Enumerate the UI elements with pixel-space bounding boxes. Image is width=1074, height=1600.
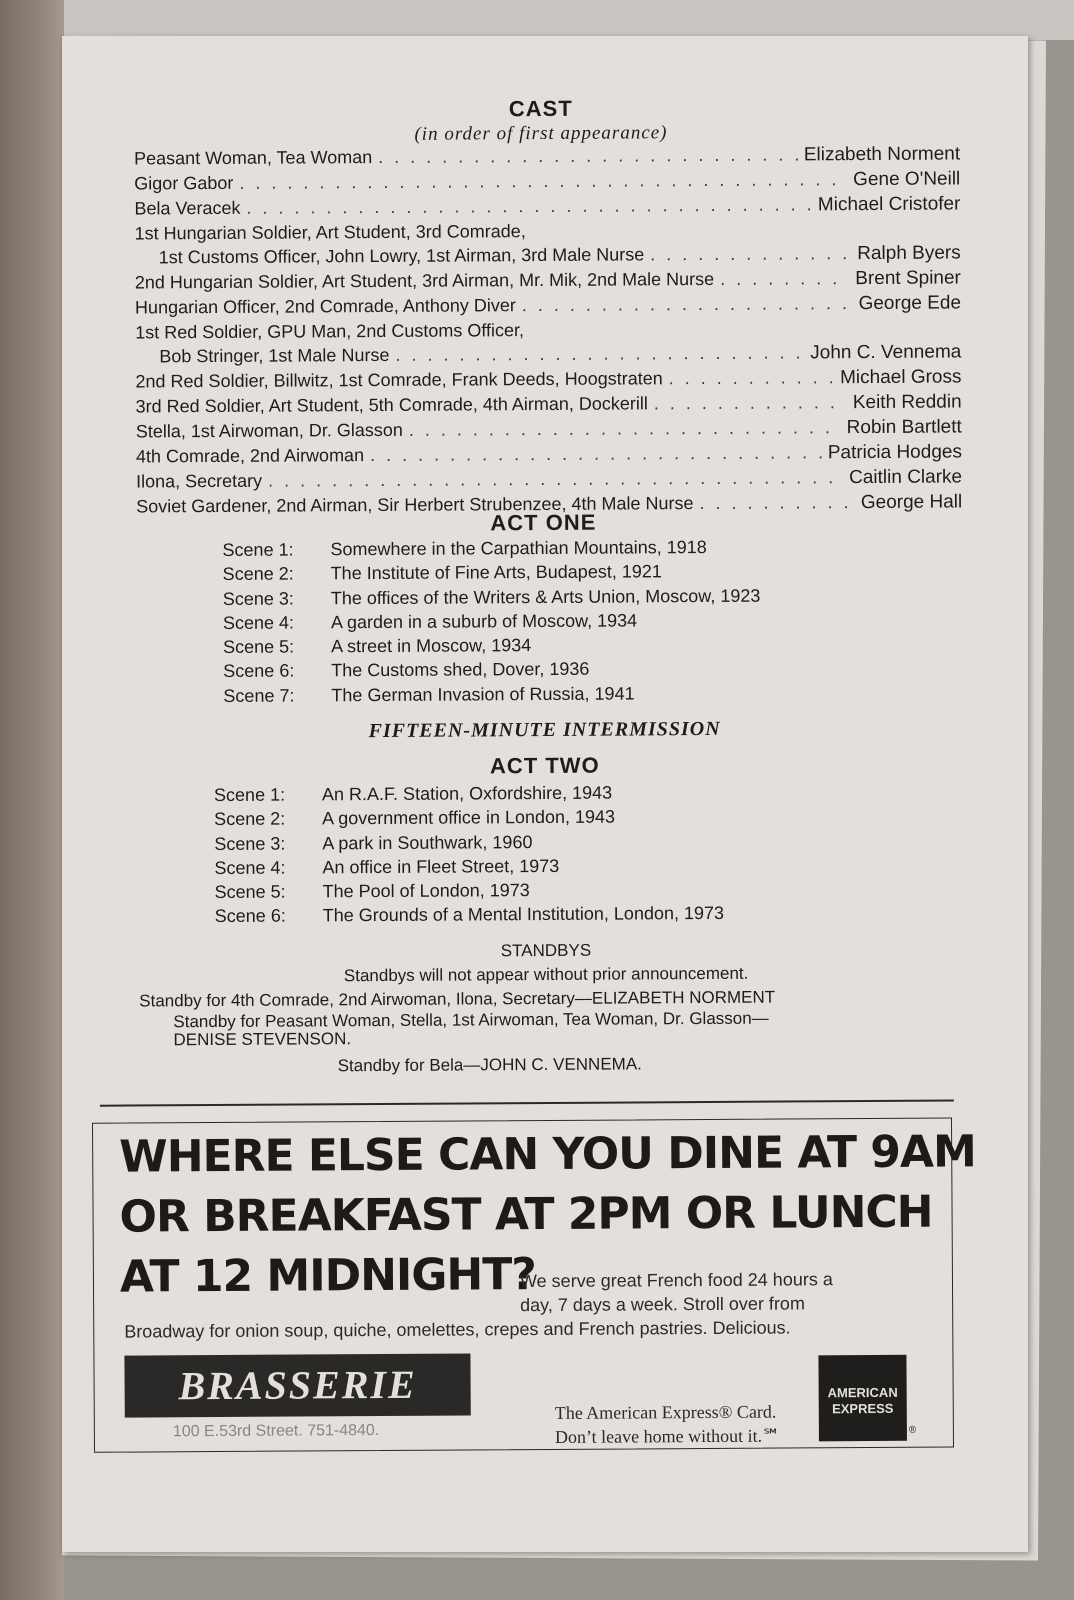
actor-name: Robin Bartlett bbox=[846, 416, 962, 439]
actor-name: Caitlin Clarke bbox=[849, 466, 963, 489]
role-name: Peasant Woman, Tea Woman bbox=[134, 147, 373, 169]
amex-logo-text: AMERICAN bbox=[827, 1384, 898, 1401]
cast-row bbox=[135, 315, 961, 369]
role-name: 1st Red Soldier, GPU Man, 2nd Customs Officer, bbox=[135, 320, 525, 343]
dot-leader bbox=[409, 415, 841, 442]
scene-row bbox=[214, 780, 723, 807]
scene-row bbox=[223, 559, 761, 587]
dot-leader bbox=[650, 241, 851, 266]
standby-line-continued: DENISE STEVENSON. bbox=[173, 1029, 352, 1050]
amex-tagline-line: Don’t leave home without it.℠ bbox=[554, 1425, 781, 1447]
role-name: Stella, 1st Airwoman, Dr. Glasson bbox=[135, 419, 403, 442]
brasserie-advertisement bbox=[92, 1118, 976, 1453]
actor-name: Elizabeth Norment bbox=[803, 143, 961, 166]
scene-label: Scene 5: bbox=[223, 636, 295, 658]
scene-label: Scene 5: bbox=[214, 881, 286, 903]
cast-heading: CAST bbox=[508, 95, 573, 122]
ad-headline-line: OR BREAKFAST AT 2PM OR LUNCH bbox=[119, 1186, 933, 1243]
amex-logo-text: EXPRESS bbox=[831, 1400, 894, 1417]
background-surface bbox=[0, 0, 1074, 40]
act-two-scene-list bbox=[214, 780, 724, 929]
act-one-scene-list bbox=[222, 535, 761, 708]
scene-row bbox=[223, 680, 761, 708]
scene-row bbox=[215, 901, 724, 928]
scene-label: Scene 3: bbox=[222, 588, 294, 609]
scene-row bbox=[223, 656, 761, 684]
role-name: 1st Hungarian Soldier, Art Student, 3rd Comrade, bbox=[134, 221, 526, 244]
registered-mark: ® bbox=[908, 1424, 917, 1436]
scene-row bbox=[223, 583, 761, 611]
actor-name: Keith Reddin bbox=[852, 391, 962, 414]
scene-row bbox=[223, 632, 761, 660]
cast-subheading: (in order of first appearance) bbox=[414, 122, 668, 145]
actor-name: Michael Gross bbox=[839, 366, 962, 389]
role-name: 2nd Red Soldier, Billwitz, 1st Comrade, Frank Deeds, Hoogstraten bbox=[135, 368, 663, 392]
scene-description: A street in Moscow, 1934 bbox=[331, 635, 532, 657]
scene-label: Scene 4: bbox=[222, 612, 295, 633]
role-name: Gigor Gabor bbox=[134, 172, 234, 194]
dot-leader bbox=[268, 465, 843, 493]
actor-name: Gene O'Neill bbox=[853, 168, 961, 191]
cast-list bbox=[134, 141, 962, 519]
brasserie-logo: BRASSERIE bbox=[124, 1353, 470, 1417]
scene-row bbox=[214, 853, 723, 880]
scene-row bbox=[214, 829, 723, 856]
standby-line: Standby for Bela—JOHN C. VENNEMA. bbox=[337, 1054, 642, 1076]
booklet-spine bbox=[0, 0, 64, 1600]
scene-description: An R.A.F. Station, Oxfordshire, 1943 bbox=[321, 782, 613, 805]
scene-description: The offices of the Writers & Arts Union, Moscow, 1923 bbox=[330, 585, 761, 608]
dot-leader bbox=[246, 192, 812, 219]
scene-description: The German Invasion of Russia, 1941 bbox=[331, 683, 635, 706]
dot-leader bbox=[378, 142, 798, 169]
scene-description: The Institute of Fine Arts, Budapest, 1921 bbox=[330, 561, 662, 584]
scene-description: The Grounds of a Mental Institution, London, 1973 bbox=[322, 903, 725, 926]
ad-copy-line: day, 7 days a week. Stroll over from bbox=[520, 1293, 805, 1316]
scene-description: A park in Southwark, 1960 bbox=[322, 831, 533, 853]
actor-name: Patricia Hodges bbox=[827, 441, 962, 464]
standbys-note: Standbys will not appear without prior announcement. bbox=[343, 963, 749, 986]
dot-leader bbox=[720, 266, 849, 291]
scene-description: An office in Fleet Street, 1973 bbox=[322, 855, 560, 878]
actor-name: John C. Vennema bbox=[810, 341, 962, 364]
section-divider bbox=[100, 1100, 954, 1107]
scene-label: Scene 4: bbox=[214, 857, 286, 878]
ad-copy-line: Broadway for onion soup, quiche, omelettes, crepes and French pastries. Delicious. bbox=[124, 1317, 791, 1342]
role-name: 1st Customs Officer, John Lowry, 1st Airman, 3rd Male Nurse bbox=[158, 244, 645, 268]
dot-leader bbox=[654, 390, 847, 415]
role-name: Soviet Gardener, 2nd Airman, Sir Herbert Strubenzee, 4th Male Nurse bbox=[136, 493, 694, 517]
role-name: Hungarian Officer, 2nd Comrade, Anthony Diver bbox=[134, 295, 516, 318]
actor-name: Michael Cristofer bbox=[817, 193, 961, 216]
american-express-logo bbox=[818, 1355, 907, 1442]
actor-name: George Ede bbox=[858, 292, 962, 315]
scene-row bbox=[214, 804, 723, 831]
act-one-heading: ACT ONE bbox=[490, 509, 597, 536]
scene-label: Scene 3: bbox=[214, 833, 286, 854]
dot-leader bbox=[395, 340, 804, 366]
actor-name: George Hall bbox=[860, 491, 963, 514]
role-name: 2nd Hungarian Soldier, Art Student, 3rd Airman, Mr. Mik, 2nd Male Nurse bbox=[134, 268, 715, 293]
standby-line: Standby for 4th Comrade, 2nd Airwoman, Ilona, Secretary—ELIZABETH NORMENT bbox=[139, 987, 776, 1011]
role-name: 3rd Red Soldier, Art Student, 5th Comrade, 4th Airman, Dockerill bbox=[135, 393, 648, 417]
dot-leader bbox=[522, 291, 853, 317]
actor-name: Brent Spiner bbox=[855, 267, 961, 290]
amex-tagline bbox=[555, 1400, 781, 1449]
brasserie-address: 100 E.53rd Street. 751-4840. bbox=[172, 1422, 380, 1441]
role-name: Bela Veracek bbox=[134, 197, 241, 219]
scene-description: The Customs shed, Dover, 1936 bbox=[331, 659, 590, 681]
dot-leader bbox=[370, 440, 822, 467]
cast-row bbox=[134, 216, 960, 270]
scene-description: Somewhere in the Carpathian Mountains, 1918 bbox=[330, 537, 707, 560]
intermission-note: FIFTEEN-MINUTE INTERMISSION bbox=[368, 717, 721, 743]
scene-description: A garden in a suburb of Moscow, 1934 bbox=[330, 610, 638, 633]
scene-description: The Pool of London, 1973 bbox=[322, 880, 530, 902]
ad-copy-line: We serve great French food 24 hours a bbox=[519, 1269, 833, 1292]
scene-label: Scene 1: bbox=[222, 539, 294, 560]
role-name: 4th Comrade, 2nd Airwoman bbox=[135, 445, 365, 467]
scene-label: Scene 6: bbox=[214, 906, 286, 927]
role-name: Ilona, Secretary bbox=[136, 470, 263, 492]
standby-line: Standby for Peasant Woman, Stella, 1st Airwoman, Tea Woman, Dr. Glasson— bbox=[173, 1008, 769, 1032]
actor-name: Ralph Byers bbox=[857, 242, 961, 265]
scene-row bbox=[223, 608, 761, 636]
standbys-section bbox=[63, 936, 1028, 1080]
scene-label: Scene 1: bbox=[213, 784, 286, 806]
dot-leader bbox=[669, 365, 834, 390]
scene-label: Scene 2: bbox=[214, 808, 286, 830]
role-name: Bob Stringer, 1st Male Nurse bbox=[159, 344, 390, 367]
scene-label: Scene 7: bbox=[223, 685, 295, 706]
scene-row bbox=[222, 535, 760, 563]
scene-description: A government office in London, 1943 bbox=[322, 806, 616, 829]
standbys-heading: STANDBYS bbox=[500, 940, 592, 961]
scene-label: Scene 2: bbox=[222, 563, 294, 585]
scene-row bbox=[215, 877, 724, 904]
dot-leader bbox=[239, 167, 847, 195]
amex-tagline-line: The American Express® Card. bbox=[554, 1401, 777, 1423]
scene-label: Scene 6: bbox=[223, 661, 295, 682]
page-content bbox=[62, 36, 1028, 1552]
act-two-heading: ACT TWO bbox=[489, 752, 600, 779]
ad-headline-line: WHERE ELSE CAN YOU DINE AT 9AM bbox=[119, 1126, 976, 1183]
ad-headline-line: AT 12 MIDNIGHT? bbox=[119, 1249, 536, 1303]
program-page bbox=[62, 36, 1028, 1552]
